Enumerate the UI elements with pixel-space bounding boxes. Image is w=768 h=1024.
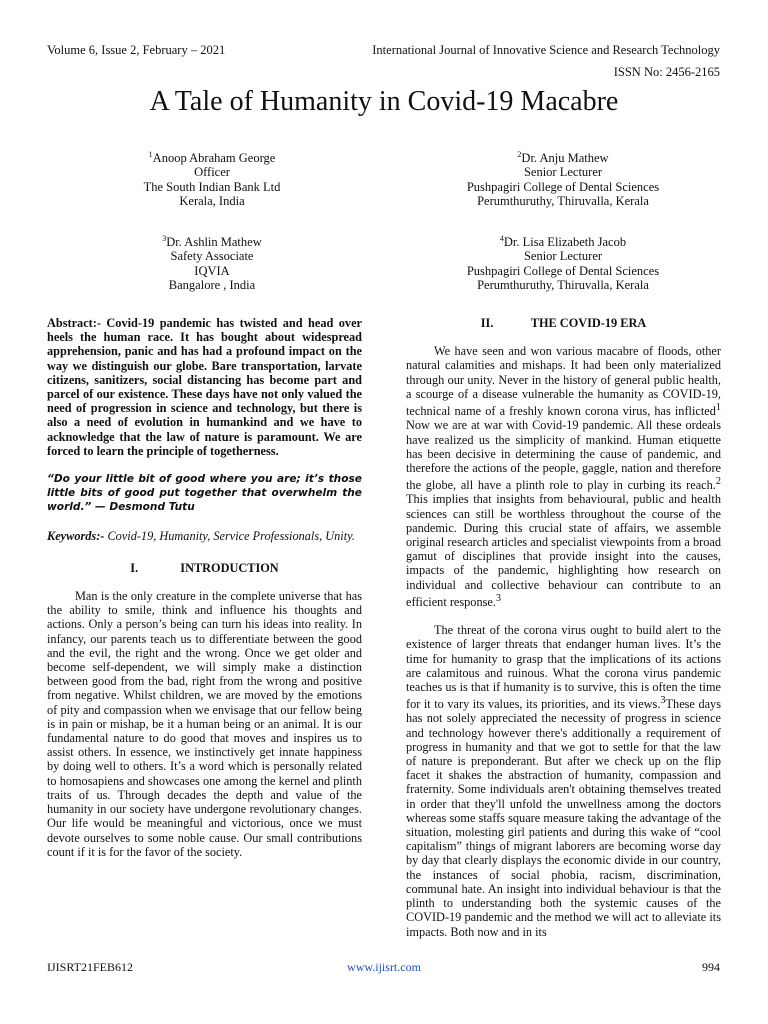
citation-3: 3 <box>495 592 502 604</box>
text-run: The threat of the corona virus ought to build alert to the existence of larger threats that endanger human lives. It’s the time for humanity to grasp that the implications of its actions are calamitous and ruinous. What the corona virus pandemic teaches us is that if humanity is to survive, this is often the time for it to vary its values, its priorities, and its views. <box>406 623 721 712</box>
author-org: Pushpagiri College of Dental Sciences <box>466 179 660 194</box>
citation-3: 3 <box>660 695 666 707</box>
journal-name: International Journal of Innovative Science and Research Technology <box>372 43 720 57</box>
citation-1: 1 <box>715 402 721 414</box>
intro-paragraph: Man is the only creature in the complete universe that has the ability to smile, think and influence his thoughts and actions. Only a person’s being can turn his ideas into reality. In infancy, our parents teach us to differentiate between the good and the evil, the right and the wrong. Once we get older and become self-dependent, we will simply make a distinction between good from the bad, right from the wrong and positive from negative. Whilst children, we are moved by the emotions of pity and compassion when we envisage that our fellow being is in pain or mishap, be it a human being or an animal. It is our fundamental nature to do good that moves and inspires us to assist others. In essence, we instinctively get innate happiness by doing well to others. It’s a word which is personally related to homosapiens and showcases one among the kernel and plinth traits of us. Through decades the depth and value of the humanity in our society have undergone revolutionary changes. Our life would be meaningful and victorious, once we must devote ourselves to some noble cause. Our small contributions count if it is for the favor of the society. <box>47 589 362 859</box>
author-place: Kerala, India <box>179 193 245 208</box>
author-sup: 1 <box>148 150 153 159</box>
author-role: Officer <box>194 165 230 180</box>
keywords-text: Covid-19, Humanity, Service Professionals, Unity. <box>107 528 355 543</box>
author-3 <box>47 232 377 292</box>
text-run: These days has not solely appreciated the necessity of progress in science and technology however there's additionally a requirement of progress in humanity and that we got to settle for that the law of nature is preponderant. But after we check up on the flip facet it shakes the abstraction of humanity, compassion and fraternity. Some individuals aren't obtaining themselves treated in order that they'll unfold the unwellness among the doctors whereas some staffs square measure taking the advantage of the situation, molesting girl patients and during this wake of “cool capitalism” things of migrant laborers are becoming worse day by day that clearly displays the economic divide in our country, the instances of social phobia, racism, discrimination, communal hate. An insight into individual behaviour is that the plinth to understanding both the systemic causes of the COVID-19 pandemic and the method we will act to alleviate its impacts. Both now and in its <box>406 697 721 939</box>
author-4 <box>398 232 728 292</box>
keywords <box>47 529 362 543</box>
author-role: Safety Associate <box>170 249 254 264</box>
issn: ISSN No: 2456-2165 <box>613 65 720 79</box>
author-place: Bangalore , India <box>168 277 256 292</box>
paper-title: A Tale of Humanity in Covid-19 Macabre <box>149 86 619 117</box>
author-org: Pushpagiri College of Dental Sciences <box>466 263 660 278</box>
section-title: THE COVID-19 ERA <box>530 316 647 330</box>
author-name: Dr. Anju Mathew <box>521 151 609 166</box>
keywords-label: Keywords:- <box>47 528 105 543</box>
author-place: Perumthuruthy, Thiruvalla, Kerala <box>477 193 649 208</box>
page-number: 994 <box>702 960 720 974</box>
author-org: The South Indian Bank Ltd <box>143 179 281 194</box>
author-place: Perumthuruthy, Thiruvalla, Kerala <box>477 277 649 292</box>
section-heading-covid-era <box>406 316 721 330</box>
epigraph-quote: “Do your little bit of good where you are; it’s those little bits of good put together that overwhelm the world.” — Desmond Tutu <box>47 473 362 514</box>
text-run: This implies that insights from behavioural, public and health sciences can still be worthless throughout the course of the pandemic. During this crucial state of affairs, we assemble original research articles and specialist viewpoints from a broad gamut of disciplines that provide insight into the causes, impacts of the pandemic, highlighting how research on individual and collective behaviour can contribute to an efficient response. <box>406 492 721 609</box>
author-sup: 4 <box>499 234 504 243</box>
author-role: Senior Lecturer <box>523 165 603 180</box>
author-org: IQVIA <box>194 263 230 278</box>
right-column <box>406 316 721 939</box>
text-run: Now we are at war with Covid-19 pandemic. All these ordeals have realized us the simplicity of mankind. Human etiquette has been decisive in determining the cause of pandemic, and therefore the actions of the people, gaggle, nation and therefore the globe, all have a plinth role to play in curbing its reach. <box>406 418 721 493</box>
author-name: Dr. Ashlin Mathew <box>166 235 262 250</box>
citation-2: 2 <box>715 476 721 488</box>
volume-issue: Volume 6, Issue 2, February – 2021 <box>47 43 226 57</box>
author-sup: 3 <box>162 234 167 243</box>
covid-era-paragraph-2 <box>406 623 721 939</box>
author-1 <box>47 148 377 208</box>
author-sup: 2 <box>517 150 522 159</box>
left-column <box>47 316 362 859</box>
text-run: We have seen and won various macabre of floods, other natural calamities and mishaps. It had been only materialized through our unity. Never in the history of general public health, a scourge of a disease vulnerable the humanity as COVID-19, technical name of a freshly known corona virus, has inflicted <box>406 344 721 419</box>
section-heading-introduction <box>47 561 362 575</box>
abstract: Abstract:- Covid-19 pandemic has twisted and head over heels the human race. It has bought about widespread apprehension, panic and has had a profound impact on the way we distinguish our globe. Bare transportation, larvate citizens, sanitizers, social distancing has become part and parcel of our existence. These days have not only valued the need of progression in science and technology, but there is also a need of evolution in humankind and we have to acknowledge that the law of nature is paramount. We are forced to learn the principle of togetherness. <box>47 316 362 458</box>
journal-url[interactable]: www.ijisrt.com <box>347 960 421 974</box>
author-name: Dr. Lisa Elizabeth Jacob <box>503 235 627 250</box>
section-title: INTRODUCTION <box>180 560 279 575</box>
author-2 <box>398 148 728 208</box>
paper-id: IJISRT21FEB612 <box>47 960 133 974</box>
author-role: Senior Lecturer <box>523 249 603 264</box>
author-name: Anoop Abraham George <box>152 151 276 166</box>
covid-era-paragraph-1 <box>406 344 721 609</box>
section-number: I. <box>130 560 139 575</box>
section-number: II. <box>480 316 494 330</box>
